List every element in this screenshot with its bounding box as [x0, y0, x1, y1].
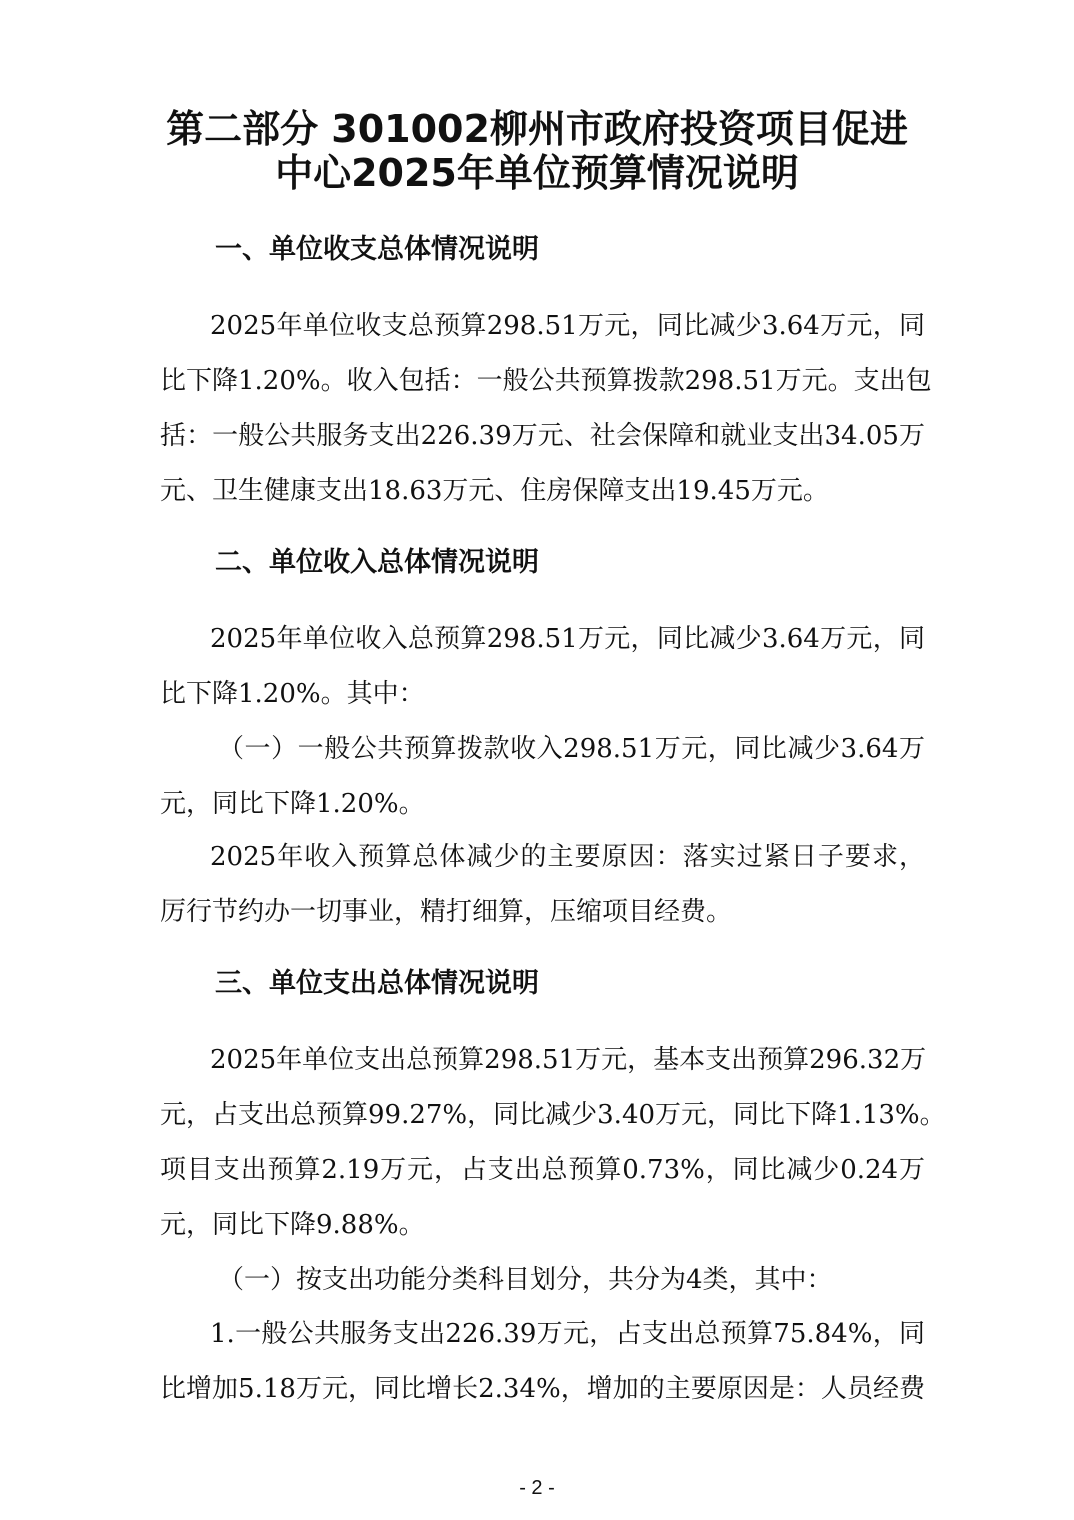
- paragraph-line: 元、卫生健康支出18.63万元、住房保障支出19.45万元。: [160, 476, 829, 506]
- paragraph-line: 1.一般公共服务支出226.39万元，占支出总预算75.84%，同: [210, 1319, 925, 1349]
- section-3-heading: 三、单位支出总体情况说明: [215, 968, 539, 999]
- section-1-heading: 一、单位收支总体情况说明: [215, 234, 539, 265]
- paragraph-line: 2025年单位支出总预算298.51万元，基本支出预算296.32万: [210, 1045, 927, 1075]
- paragraph-line: 2025年单位收支总预算298.51万元，同比减少3.64万元，同: [210, 311, 925, 341]
- paragraph-line: 2025年单位收入总预算298.51万元，同比减少3.64万元，同: [210, 624, 925, 654]
- paragraph-line: （一）一般公共预算拨款收入298.51万元，同比减少3.64万: [218, 734, 925, 764]
- paragraph-line: 元，占支出总预算99.27%，同比减少3.40万元，同比下降1.13%。: [160, 1100, 946, 1130]
- paragraph-line: 比下降1.20%。收入包括：一般公共预算拨款298.51万元。支出包: [160, 366, 932, 396]
- document-title-line-1: 第二部分 301002柳州市政府投资项目促进: [166, 107, 908, 151]
- paragraph-line: 厉行节约办一切事业，精打细算，压缩项目经费。: [160, 897, 733, 927]
- paragraph-line: 元，同比下降9.88%。: [160, 1210, 425, 1240]
- paragraph-line: （一）按支出功能分类科目划分，共分为4类，其中：: [218, 1265, 833, 1295]
- section-2-heading: 二、单位收入总体情况说明: [215, 547, 539, 578]
- paragraph-line: 项目支出预算2.19万元，占支出总预算0.73%，同比减少0.24万: [160, 1155, 925, 1185]
- page-number: - 2 -: [519, 1477, 555, 1499]
- paragraph-line: 2025年收入预算总体减少的主要原因：落实过紧日子要求，: [210, 842, 925, 872]
- paragraph-line: 比增加5.18万元，同比增长2.34%，增加的主要原因是：人员经费: [160, 1374, 925, 1404]
- document-title-line-2: 中心2025年单位预算情况说明: [275, 151, 799, 195]
- paragraph-line: 元，同比下降1.20%。: [160, 789, 425, 819]
- paragraph-line: 括：一般公共服务支出226.39万元、社会保障和就业支出34.05万: [160, 421, 925, 451]
- paragraph-line: 比下降1.20%。其中：: [160, 679, 425, 709]
